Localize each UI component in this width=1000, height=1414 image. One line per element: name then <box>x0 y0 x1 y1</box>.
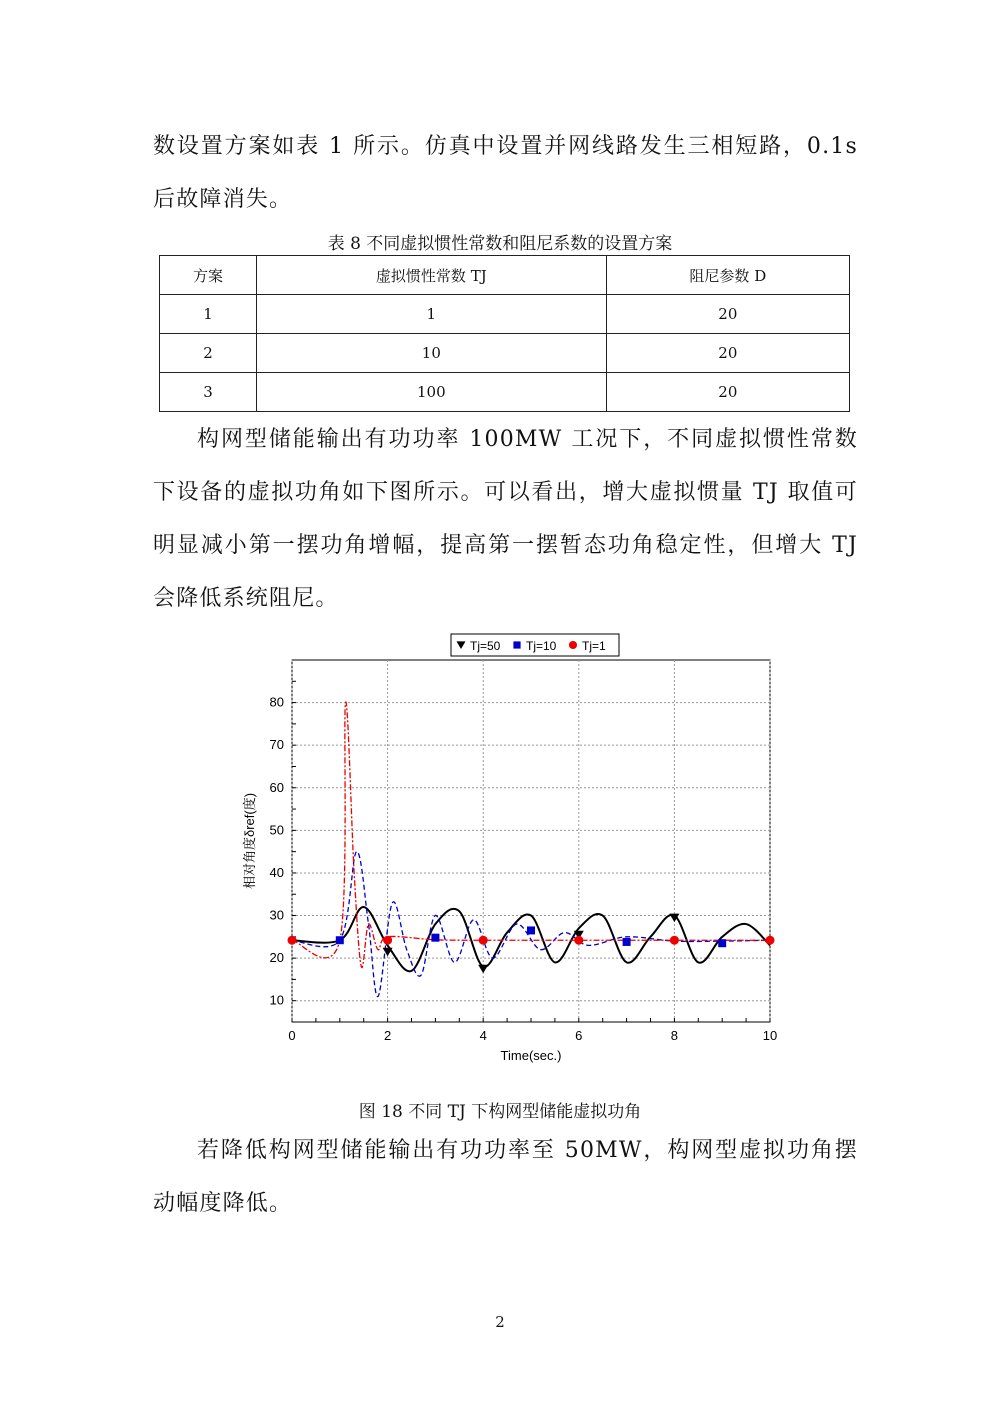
x-tick-label: 8 <box>670 1028 679 1043</box>
x-axis-label: Time(sec.) <box>500 1048 562 1063</box>
page-number: 2 <box>495 1313 505 1331</box>
table-row <box>160 295 850 334</box>
table-cell: 20 <box>606 373 849 412</box>
series-marker <box>513 641 520 648</box>
series-marker <box>569 641 577 649</box>
x-tick-label: 6 <box>575 1028 583 1043</box>
x-tick-label: 0 <box>288 1028 296 1043</box>
table-row <box>160 334 850 373</box>
series-marker <box>623 938 631 946</box>
y-tick-label: 30 <box>269 907 284 923</box>
legend-label: Tj=10 <box>526 639 557 653</box>
y-tick-label: 60 <box>269 779 284 795</box>
series-marker <box>383 936 392 945</box>
paragraph-3: 若降低构网型储能输出有功功率至 50MW，构网型虚拟功角摆动幅度降低。 <box>153 1138 858 1216</box>
y-tick-label: 20 <box>269 950 284 966</box>
y-tick-label: 50 <box>269 822 284 838</box>
table-header-cell: 方案 <box>160 256 257 295</box>
table-cell: 1 <box>160 295 257 334</box>
table-cell: 10 <box>257 334 607 373</box>
settings-table <box>159 255 850 412</box>
x-tick-label: 10 <box>762 1028 778 1043</box>
paragraph-1: 数设置方案如表 1 所示。仿真中设置并网线路发生三相短路，0.1s 后故障消失。 <box>153 134 858 212</box>
series-marker <box>527 926 535 934</box>
paragraph-2: 构网型储能输出有功功率 100MW 工况下，不同虚拟惯性常数下设备的虚拟功角如下图所示。可以看出，增大虚拟惯量 TJ 取值可明显减小第一摆功角增幅，提高第一摆暂态功角稳定性，但增大 TJ 会降低系统阻尼。 <box>153 427 858 611</box>
table-caption: 表 8 不同虚拟惯性常数和阻尼系数的设置方案 <box>327 234 673 254</box>
table-cell: 20 <box>606 295 849 334</box>
table-cell: 2 <box>160 334 257 373</box>
x-tick-label: 4 <box>479 1028 487 1043</box>
series-marker <box>574 936 583 945</box>
table-cell: 20 <box>606 334 849 373</box>
legend-label: Tj=50 <box>470 639 501 653</box>
series-marker <box>431 934 439 942</box>
series-marker <box>336 936 344 944</box>
table-cell: 100 <box>257 373 607 412</box>
plot-area <box>292 660 770 1022</box>
legend-label: Tj=1 <box>582 639 606 653</box>
x-tick-label: 2 <box>383 1028 392 1043</box>
figure-caption: 图 18 不同 TJ 下构网型储能虚拟功角 <box>358 1102 642 1122</box>
y-tick-label: 80 <box>269 694 284 710</box>
angle-chart <box>240 632 800 1072</box>
y-axis-label: 相对角度δref(度) <box>242 792 257 890</box>
y-tick-label: 40 <box>269 864 284 880</box>
table-header-cell: 虚拟惯性常数 TJ <box>257 256 607 295</box>
series-marker <box>766 936 775 945</box>
y-tick-label: 10 <box>269 992 284 1008</box>
series-marker <box>288 936 297 945</box>
series-marker <box>718 939 726 947</box>
table-header-cell: 阻尼参数 D <box>606 256 849 295</box>
table-row <box>160 373 850 412</box>
series-marker <box>479 936 488 945</box>
table-header-row <box>160 256 850 295</box>
table-cell: 3 <box>160 373 257 412</box>
table-cell: 1 <box>257 295 607 334</box>
series-marker <box>670 936 679 945</box>
y-tick-label: 70 <box>269 737 284 753</box>
